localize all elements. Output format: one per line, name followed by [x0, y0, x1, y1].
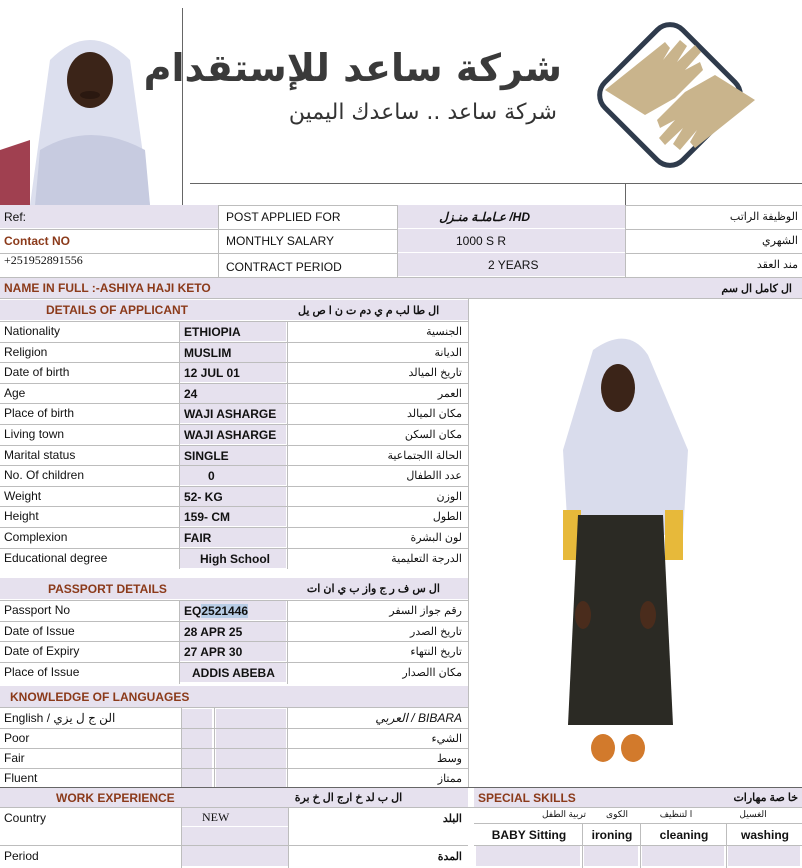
skill-ar-label: ا لتنظيف [659, 809, 693, 819]
skill-checkbox [642, 846, 724, 866]
details-title: DETAILS OF APPLICANT [46, 303, 188, 317]
skills-title-ar: خا صة مهارات [733, 792, 798, 804]
detail-value: ETHIOPIA [180, 322, 286, 341]
post-label: POST APPLIED FOR [226, 209, 341, 224]
language-english: English / الن ج ل يزي [4, 711, 116, 725]
detail-ar-label: الدرجة التعليمية [391, 552, 462, 565]
detail-label: Complexion [4, 530, 68, 544]
language-level-box [216, 769, 286, 788]
company-banner [143, 8, 802, 183]
col-divider [179, 600, 180, 684]
language-level-label: Fluent [4, 771, 38, 785]
work-title: WORK EXPERIENCE [56, 790, 175, 805]
detail-value: 24 [180, 384, 286, 403]
skill-checkbox [476, 846, 580, 866]
detail-label: No. Of children [4, 468, 85, 482]
detail-value: WAJI ASHARGE [180, 425, 286, 444]
detail-label: Educational degree [4, 551, 108, 565]
language-level-box [182, 769, 212, 788]
passport-number-highlight: 2521446 [201, 603, 249, 618]
salary-ar-label: الشهري [762, 235, 798, 247]
passport-value: 28 APR 25 [180, 622, 286, 641]
passport-title: PASSPORT DETAILS [48, 581, 167, 596]
detail-value: 0 [180, 466, 286, 485]
passport-label: Date of Issue [4, 624, 75, 638]
skill-checkbox [728, 846, 800, 866]
work-section-title [0, 788, 468, 807]
col-divider [287, 600, 288, 684]
col-divider [287, 321, 288, 569]
skill-item: ironing [591, 827, 633, 842]
detail-value: 52- KG [180, 487, 286, 506]
passport-value: 27 APR 30 [180, 642, 286, 661]
skill-item: cleaning [659, 827, 709, 842]
detail-label: Age [4, 386, 26, 400]
work-country-value-2 [182, 827, 288, 845]
language-arabic: BIBARA / العربي [375, 711, 462, 725]
skill-ar-label: الكوى [606, 809, 628, 819]
languages-title: KNOWLEDGE OF LANGUAGES [10, 689, 190, 704]
work-country-label: Country [4, 811, 47, 825]
contact-label: Contact NO [4, 233, 70, 248]
detail-label: Nationality [4, 324, 61, 338]
detail-label: Religion [4, 345, 48, 359]
col-divider [181, 707, 182, 787]
work-title-ar: ال ب لد خ ارج ال خ برة [294, 792, 403, 804]
passport-ar-label: رقم جواز السفر [389, 604, 462, 617]
skills-section-title [474, 788, 802, 807]
language-level-ar: وسط [437, 752, 462, 765]
detail-ar-label: الديانة [434, 346, 462, 359]
detail-ar-label: الطول [432, 510, 462, 523]
company-logo [585, 20, 775, 170]
language-level-box [216, 749, 286, 768]
skill-item: BABY Sitting [491, 827, 567, 842]
details-section-title [0, 300, 468, 320]
salary-label: MONTHLY SALARY [226, 233, 335, 248]
work-country-ar-label: البلد [442, 812, 462, 825]
details-title-ar: ال طا لب م ي دم ت ن ا ص يل [298, 304, 440, 317]
detail-label: Place of birth [4, 406, 75, 420]
contract-value: 2 YEARS [398, 253, 625, 276]
detail-label: Height [4, 509, 39, 523]
detail-ar-label: مكان السكن [404, 428, 462, 441]
work-period-value [182, 846, 288, 866]
passport-label: Place of Issue [4, 665, 80, 679]
salary-value: 1000 S R [398, 229, 625, 252]
language-level-box [182, 709, 212, 728]
contact-number: +251952891556 [4, 253, 83, 267]
detail-ar-label: الحالة االجتماعية [387, 449, 462, 462]
col-divider [214, 707, 215, 787]
col-divider [179, 321, 180, 569]
detail-ar-label: لون البشرة [410, 531, 462, 544]
full-name-ar-label: ال كامل ال سم [721, 282, 792, 295]
passport-ar-label: مكان االصدار [402, 666, 462, 679]
language-level-label: Fair [4, 751, 25, 765]
detail-value: FAIR [180, 528, 286, 547]
passport-value: ADDIS ABEBA [180, 663, 286, 682]
passport-title-ar: ال س ف ر ج واز ب ي ان ات [306, 583, 440, 595]
detail-ar-label: مكان الميالد [406, 407, 462, 420]
language-level-label: Poor [4, 731, 30, 745]
passport-number [180, 601, 286, 620]
language-level-box [216, 709, 286, 728]
work-period-ar-label: المدة [437, 850, 462, 863]
skill-ar-label: الغسيل [739, 809, 767, 819]
applicant-portrait [0, 0, 182, 205]
detail-value: High School [180, 549, 286, 568]
detail-value: 12 JUL 01 [180, 363, 286, 382]
skill-item: washing [740, 827, 789, 842]
language-level-ar: ممتاز [437, 772, 462, 785]
applicant-full-photo [548, 330, 708, 770]
work-period-label: Period [4, 849, 39, 863]
post-ar-label: الوظيفة الراتب [729, 211, 798, 223]
skill-ar-label: تربية الطفل [541, 809, 586, 819]
post-value: HD/ عـاملـة منـزل [398, 205, 625, 228]
skills-title: SPECIAL SKILLS [478, 790, 576, 805]
skill-checkbox [584, 846, 638, 866]
detail-ar-label: عدد االطفال [406, 469, 462, 482]
detail-ar-label: تاريخ الميالد [408, 366, 462, 379]
detail-label: Weight [4, 489, 42, 503]
passport-label: Date of Expiry [4, 644, 80, 658]
detail-ar-label: الوزن [436, 490, 462, 503]
language-level-box [216, 729, 286, 748]
detail-value: 159- CM [180, 507, 286, 526]
company-name: شركة ساعد للإستقدام [143, 46, 562, 90]
detail-label: Marital status [4, 448, 76, 462]
detail-value: SINGLE [180, 446, 286, 465]
passport-ar-label: تاريخ النتهاء [410, 645, 462, 658]
contract-ar-label: مند العقد [756, 259, 798, 271]
detail-value: WAJI ASHARGE [180, 404, 286, 423]
detail-ar-label: العمر [437, 387, 462, 400]
passport-ar-label: تاريخ الصدر [410, 625, 462, 638]
detail-value: MUSLIM [180, 343, 286, 362]
work-country-value: NEW [182, 808, 288, 826]
passport-label: Passport No [4, 603, 71, 617]
company-slogan: شركة ساعد .. ساعدك اليمين [288, 100, 557, 125]
language-level-box [182, 729, 212, 748]
language-level-ar: الشيء [431, 732, 462, 745]
passport-section-title [0, 578, 468, 599]
detail-label: Date of birth [4, 365, 70, 379]
passport-prefix: EQ [184, 603, 202, 618]
ref-label: Ref: [0, 205, 218, 228]
col-divider [287, 707, 288, 787]
language-level-box [182, 749, 212, 768]
detail-label: Living town [4, 427, 65, 441]
detail-ar-label: الجنسية [426, 325, 462, 338]
full-name: NAME IN FULL :-ASHIYA HAJI KETO [0, 278, 802, 298]
contract-label: CONTRACT PERIOD [226, 260, 342, 274]
languages-section-title [0, 686, 468, 707]
